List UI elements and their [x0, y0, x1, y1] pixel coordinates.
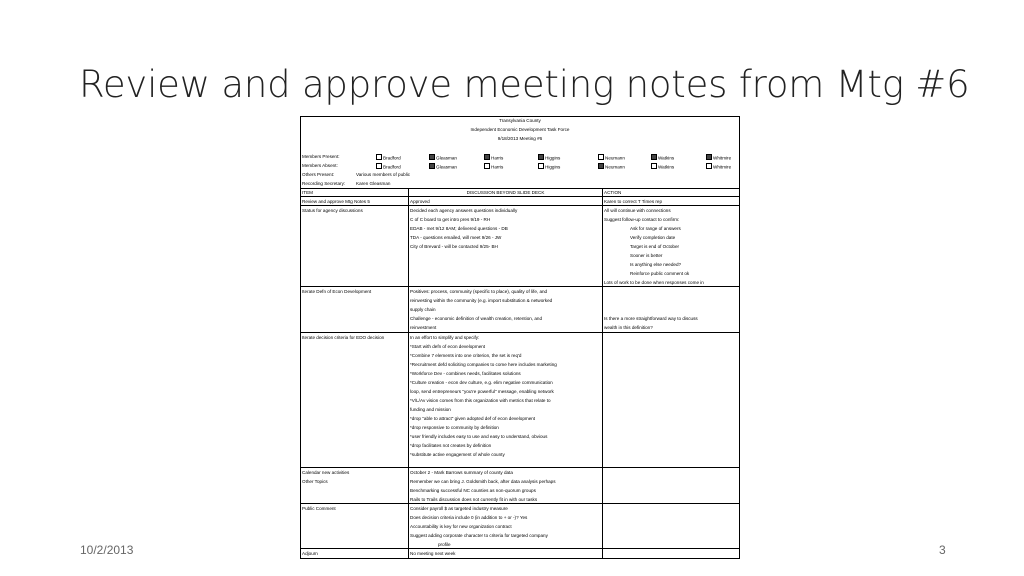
- checkbox-checked-icon: [538, 154, 544, 160]
- doc-border-top: [300, 116, 740, 117]
- row-action-line: Reinforce public comment ok: [630, 271, 690, 276]
- checkbox-checked-icon: [598, 163, 604, 169]
- row-discussion-line: Benchmarking successful NC counties as non-quorum groups: [410, 488, 536, 493]
- checkbox-checked-icon: [429, 163, 435, 169]
- row-action-line: Lots of work to be done when responses come in: [604, 280, 704, 285]
- column-header-action: ACTION: [604, 190, 622, 195]
- members-absent-label: Members Absent:: [302, 163, 338, 168]
- row-action-line: All will continue with connections: [604, 208, 671, 213]
- checkbox-icon: [376, 154, 382, 160]
- others-present-label: Others Present:: [302, 172, 335, 177]
- row-action-line: Verify completion date: [630, 235, 676, 240]
- row-divider: [300, 548, 740, 549]
- member-absent: Harris: [484, 163, 503, 171]
- row-discussion-line: *Workforce Dev - combines needs, facilitates solutions: [410, 371, 521, 376]
- row-item: Iterate Defn of Econ Development: [302, 289, 372, 294]
- column-divider: [408, 188, 409, 559]
- recording-secretary-label: Recording Secretary:: [302, 181, 346, 186]
- row-discussion: No meeting next week: [410, 551, 456, 556]
- row-discussion-line: Decided each agency answers questions individually: [410, 208, 518, 213]
- table-top-border: [300, 188, 740, 189]
- row-discussion-line: *V/L/Av vision comes from this organization with metrics that relate to: [410, 398, 551, 403]
- row-discussion-line: City of Brevard - will be contacted 9/25- BH: [410, 244, 498, 249]
- row-divider: [300, 286, 740, 287]
- member-present: Gleasman: [429, 154, 457, 162]
- row-discussion-line: In an effort to simplify and specify:: [410, 335, 480, 340]
- row-item: Adjourn: [302, 551, 318, 556]
- row-discussion: Approved: [410, 199, 430, 204]
- column-header-item: ITEM: [302, 190, 313, 195]
- member-present: Watkins: [651, 154, 674, 162]
- checkbox-checked-icon: [429, 154, 435, 160]
- member-present: Neumann: [598, 154, 625, 162]
- row-discussion-line: Remember we can bring J. Goldsmith back, after data analysis perhaps: [410, 479, 556, 484]
- row-item: Other Topics: [302, 479, 328, 484]
- recording-secretary-value: Karen Gleasman: [356, 181, 391, 186]
- row-divider: [300, 503, 740, 504]
- row-discussion-line: supply chain: [410, 307, 436, 312]
- row-discussion-line: *drop responsive to community by definition: [410, 425, 499, 430]
- member-absent: Whitmire: [706, 163, 731, 171]
- member-absent: Bradford: [376, 163, 401, 171]
- checkbox-checked-icon: [484, 154, 490, 160]
- doc-border-bottom: [300, 558, 740, 559]
- member-present: Bradford: [376, 154, 401, 162]
- member-present: Harris: [484, 154, 503, 162]
- row-item: Status for agency discussions: [302, 208, 363, 213]
- row-discussion-line: Challenge - economic definition of wealth creation, retention, and: [410, 316, 543, 321]
- row-discussion-line: *Recruitment defd soliciting companies to come here includes marketing: [410, 362, 557, 367]
- table-header-border: [300, 196, 740, 197]
- doc-header-taskforce: Independent Economic Development Task Force: [470, 127, 570, 132]
- row-discussion-line: Accountability is key for new organization contract: [410, 524, 512, 529]
- row-discussion-line: *Start with defn of econ development: [410, 344, 486, 349]
- row-discussion: October 2 - Mark Barrows summary of county data: [410, 470, 513, 475]
- row-discussion-line: Suggest adding corporate character to criteria for targeted company: [410, 533, 548, 538]
- slide-page-number: 3: [939, 543, 946, 557]
- others-present-value: Various members of public: [356, 172, 411, 177]
- member-present: Whitmire: [706, 154, 731, 162]
- row-discussion-line: loop, send entrepreneurs "you're powerful" message, enabling network: [410, 389, 554, 394]
- row-discussion-line: *user friendly includes easy to use and easy to understand, obvious: [410, 434, 548, 439]
- checkbox-icon: [706, 163, 712, 169]
- doc-header-meeting: 9/18/2013 Meeting #6: [497, 136, 543, 141]
- column-divider: [602, 188, 603, 559]
- row-divider: [300, 205, 740, 206]
- checkbox-icon: [651, 163, 657, 169]
- checkbox-icon: [376, 163, 382, 169]
- checkbox-checked-icon: [651, 154, 657, 160]
- member-absent: Gleasman: [429, 163, 457, 171]
- row-discussion-line: Rails to Trails discussion does not currently fit in with our tasks: [410, 497, 538, 502]
- doc-border-left: [300, 116, 301, 559]
- row-action: Karen to correct T Times rep: [604, 199, 663, 204]
- row-discussion-line: profile: [438, 542, 451, 547]
- row-discussion-line: reinvestment: [410, 325, 437, 330]
- member-absent: Watkins: [651, 163, 674, 171]
- slide-date: 10/2/2013: [80, 543, 134, 557]
- checkbox-icon: [538, 163, 544, 169]
- row-discussion-line: EDAB - met 9/12 8AM; delivered questions - DB: [410, 226, 508, 231]
- column-header-discussion: DISCUSSION BEYOND SLIDE DECK: [466, 190, 545, 195]
- row-item: Calendar new activities: [302, 470, 350, 475]
- checkbox-checked-icon: [706, 154, 712, 160]
- row-discussion-line: TDA - questions emailed, will meet 9/26 - JW: [410, 235, 502, 240]
- row-item: Iterate decision criteria for EDO decision: [302, 335, 385, 340]
- row-action-line: Is there a more straightforward way to discuss: [604, 316, 698, 321]
- row-discussion-line: funding and mission: [410, 407, 451, 412]
- row-item: Public Comment: [302, 506, 336, 511]
- row-discussion-line: *drop "able to attract" given adopted def of econ development: [410, 416, 536, 421]
- row-action-line: wealth in this definition?: [604, 325, 653, 330]
- row-action-line: Target is end of October: [630, 244, 680, 249]
- row-discussion-line: *drop facilitates not creates by definition: [410, 443, 492, 448]
- row-discussion-line: Does decision criteria include 0 (in addition to + or -)? Yes: [410, 515, 528, 520]
- row-discussion-line: *substitute active engagement of whole county: [410, 452, 505, 457]
- checkbox-icon: [598, 154, 604, 160]
- row-action-line: Ask for range of answers: [630, 226, 681, 231]
- row-item: Review and approve Mtg Notes 5: [302, 199, 370, 204]
- row-discussion-line: reinvesting within the community (e.g. import substitution & networked: [410, 298, 553, 303]
- row-discussion-line: *Combine 7 elements into one criterion, the set is req'd: [410, 353, 522, 358]
- row-discussion-line: C of C board to get intro pres 9/19 - RH: [410, 217, 491, 222]
- member-absent: Neumann: [598, 163, 625, 171]
- row-action-line: Is anything else needed?: [630, 262, 682, 267]
- row-divider: [300, 467, 740, 468]
- meeting-notes-document: [300, 116, 740, 559]
- doc-header-county: Transylvania County: [499, 118, 541, 123]
- checkbox-icon: [484, 163, 490, 169]
- member-present: Higgins: [538, 154, 560, 162]
- row-discussion-line: *Culture creation - econ dev culture, e.g. elim negative communication: [410, 380, 553, 385]
- member-absent: Higgins: [538, 163, 560, 171]
- doc-border-right: [739, 116, 740, 559]
- row-action-line: Sooner is better: [630, 253, 663, 258]
- row-discussion-line: Consider payroll $ as targeted industry measure: [410, 506, 508, 511]
- slide-title: Review and approve meeting notes from Mtg #6: [79, 63, 970, 106]
- row-action-line: Suggest follow-up contact to confirm:: [604, 217, 680, 222]
- row-discussion-line: Positives: process, community (specific to place), quality of life, and: [410, 289, 548, 294]
- members-present-label: Members Present:: [302, 154, 340, 159]
- row-divider: [300, 332, 740, 333]
